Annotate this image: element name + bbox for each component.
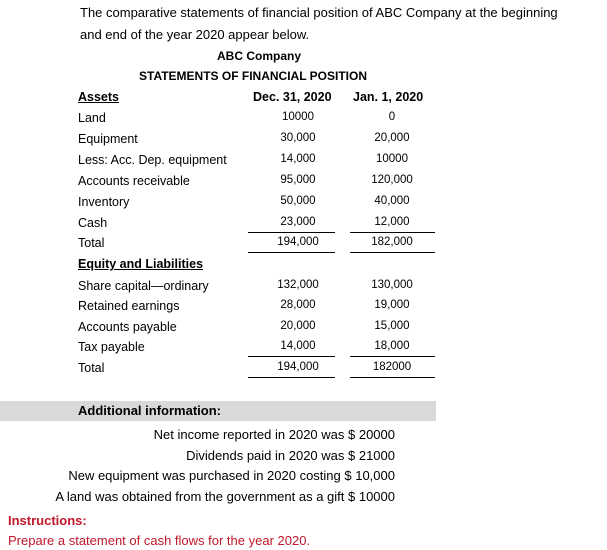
equity-row-value-jan: 18,000	[374, 340, 410, 352]
asset-row-value-dec: 10000	[282, 111, 314, 123]
asset-row-label: Land	[78, 111, 106, 125]
statement-title: STATEMENTS OF FINANCIAL POSITION	[139, 69, 367, 83]
instructions-text: Prepare a statement of cash flows for the year 2020.	[8, 533, 311, 548]
subtotal-rule	[350, 232, 435, 233]
instructions-title: Instructions:	[8, 513, 87, 528]
company-name: ABC Company	[217, 49, 302, 63]
equity-row-value-jan: 130,000	[371, 279, 413, 291]
asset-row-value-jan: 0	[388, 111, 396, 123]
equity-row-value-dec: 28,000	[280, 299, 316, 311]
asset-row-value-dec: 23,000	[280, 216, 316, 228]
additional-info-title: Additional information:	[78, 403, 221, 418]
column-header-dec-2020: Dec. 31, 2020	[253, 90, 332, 104]
note-net-income: Net income reported in 2020 was $ 20000	[153, 427, 395, 442]
asset-row-value-jan: 10000	[376, 153, 408, 165]
note-dividends: Dividends paid in 2020 was $ 21000	[186, 448, 395, 463]
assets-heading: Assets	[78, 90, 119, 104]
equity-row-value-dec: 132,000	[277, 279, 319, 291]
equity-row-value-dec: 20,000	[280, 320, 316, 332]
equity-row-value-jan: 15,000	[374, 320, 410, 332]
asset-row-value-dec: 95,000	[280, 174, 316, 186]
intro-line-1: The comparative statements of financial position of ABC Company at the beginning	[80, 5, 558, 20]
asset-total-value-dec: 194,000	[277, 236, 319, 248]
equity-total-label: Total	[78, 361, 105, 375]
asset-total-label: Total	[78, 236, 105, 250]
intro-line-2: and end of the year 2020 appear below.	[80, 27, 310, 42]
asset-row-value-dec: 30,000	[280, 132, 316, 144]
subtotal-rule	[248, 232, 335, 233]
total-rule	[248, 377, 335, 378]
total-rule	[248, 252, 335, 253]
asset-row-label: Less: Acc. Dep. equipment	[78, 153, 227, 167]
asset-row-value-dec: 50,000	[280, 195, 316, 207]
asset-total-value-jan: 182,000	[371, 236, 413, 248]
asset-row-label: Cash	[78, 216, 108, 230]
equity-row-value-dec: 14,000	[280, 340, 316, 352]
equity-row-value-jan: 19,000	[374, 299, 410, 311]
total-rule	[350, 252, 435, 253]
total-rule	[350, 377, 435, 378]
asset-row-label: Equipment	[78, 132, 138, 146]
equity-liabilities-heading: Equity and Liabilities	[78, 257, 204, 271]
equity-row-label: Tax payable	[78, 340, 145, 354]
asset-row-value-jan: 20,000	[374, 132, 410, 144]
note-land-gift: A land was obtained from the government as a gift $ 10000	[55, 489, 395, 504]
asset-row-value-jan: 40,000	[374, 195, 410, 207]
equity-total-value-jan: 182000	[372, 361, 412, 373]
asset-row-value-jan: 12,000	[374, 216, 410, 228]
subtotal-rule	[350, 356, 435, 357]
equity-total-value-dec: 194,000	[277, 361, 319, 373]
equity-row-label: Retained earnings	[78, 299, 180, 313]
column-header-jan-2020: Jan. 1, 2020	[353, 90, 424, 104]
asset-row-label: Accounts receivable	[78, 174, 190, 188]
asset-row-label: Inventory	[78, 195, 130, 209]
asset-row-value-dec: 14,000	[280, 153, 316, 165]
asset-row-value-jan: 120,000	[371, 174, 413, 186]
subtotal-rule	[248, 356, 335, 357]
note-new-equipment: New equipment was purchased in 2020 costing $ 10,000	[68, 468, 395, 483]
equity-row-label: Share capital—ordinary	[78, 279, 209, 293]
equity-row-label: Accounts payable	[78, 320, 177, 334]
